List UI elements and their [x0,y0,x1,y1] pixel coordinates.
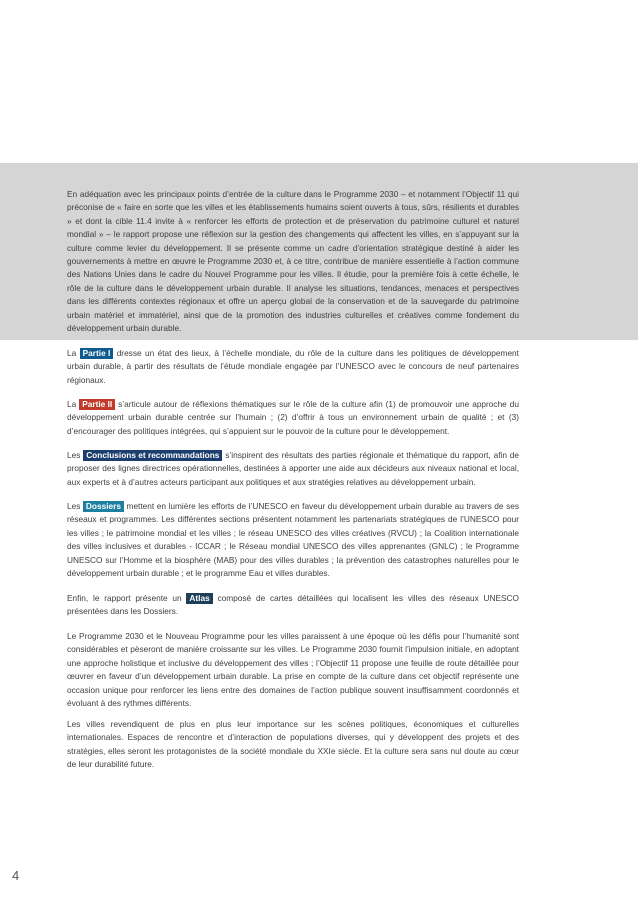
intro-paragraph: En adéquation avec les principaux points d’entrée de la culture dans le Programme 2030 – et notamment l’Objectif 11 qui préconise de « faire en sorte que les villes et les établissements humains soient ouverts à tous, sûrs, résilients et durables » et dont la cible 11.4 invite à « renforcer les efforts de protection et de préservation du patrimoine culturel et naturel mondial » – le rapport propose une réflexion sur la gestion des changements qui affectent les villes, en s’appuyant sur la culture comme levier du développement. Il se présente comme un cadre d’orientation stratégique destiné à aider les gouvernements à mettre en œuvre le Programme 2030 et, à ce titre, contribue de manière essentielle à l’action commune des Nations Unies dans le cadre du Nouvel Programme pour les villes. Il étudie, pour la première fois à cette échelle, le rôle de la culture dans le développement urbain durable. Il analyse les situations, tendances, menaces et perspectives dans les différents contextes régionaux et offre un aperçu global de la conservation et de la sauvegarde du patrimoine urbain matériel et immatériel, ainsi que de la promotion des industries culturelles et créatives comme fondement du développement urbain durable. [67,189,519,334]
paragraph-partie-1 [67,347,519,387]
atlas-tag: Atlas [186,593,212,604]
partie-2-tag: Partie II [79,399,115,410]
partie-1-text: dresse un état des lieux, à l’échelle mondiale, du rôle de la culture dans les politiques de développement urbain durable, à partir des résultats de l’étude mondiale engagée par l’UNESCO avec le concours de neuf partenaires régionaux. [67,348,519,385]
page-number: 4 [12,868,20,883]
paragraph-conclusions [67,449,519,489]
dossiers-prefix: Les [67,501,83,511]
paragraph-atlas [67,592,519,619]
partie-2-prefix: La [67,399,80,409]
atlas-prefix: Enfin, le rapport présente un [67,593,187,603]
partie-1-prefix: La [67,348,80,358]
atlas-text: composé de cartes détaillées qui localisent les villes des réseaux UNESCO présentées dans les Dossiers. [67,593,520,617]
dossiers-text: mettent en lumière les efforts de l’UNESCO en faveur du développement urbain durable au travers de ses réseaux et programmes. Les différentes sections présentent notamment les partenariats stratégiques de l’UNESCO pour les villes ; le patrimoine mondial et les villes ; le réseau UNESCO des villes créatives (RVCU) ; la Coalition internationale des villes inclusives et durables - ICCAR ; le Réseau mondial UNESCO des villes apprenantes (GNLC) ; le Programme UNESCO sur l’Homme et la biosphère (MAB) pour des villes durables ; la prévention des catastrophes naturelles pour le développement urbain durable ; et le programme Eau et villes durables. [67,501,519,579]
conclusions-text: s’inspirent des résultats des parties régionale et thématique du rapport, afin de proposer des lignes directrices opérationnelles, destinées à apporter une aide aux décideurs aux niveaux national et local, aux experts et à d’autres acteurs participant aux politiques et aux stratégies relatives au développement urbain. [67,450,519,487]
conclusions-tag: Conclusions et recommandations [83,450,222,461]
paragraph-partie-2 [67,398,519,438]
partie-1-tag: Partie I [80,348,114,359]
paragraph-villes: Les villes revendiquent de plus en plus leur importance sur les scènes politiques, économiques et culturelles internationales. Espaces de rencontre et d’interaction de populations diverses, qui y développent des projets et des stratégies, elles seront les protagonistes de la société mondiale du XXIe siècle. Et la culture sera sans nul doute au cœur de leur durabilité future. [67,719,519,770]
conclusions-prefix: Les [67,450,84,460]
paragraph-dossiers [67,500,519,580]
partie-2-text: s’articule autour de réflexions thématiques sur le rôle de la culture afin (1) de promouvoir une approche du développement urbain durable centrée sur l’humain ; (2) d’offrir à tous un environnement urbain de qualité ; et (3) d’encourager des politiques intégrées, qui s’appuient sur le pouvoir de la culture pour le développement. [67,399,519,436]
dossiers-tag: Dossiers [83,501,124,512]
paragraph-programme-2030: Le Programme 2030 et le Nouveau Programme pour les villes paraissent à une époque où les défis pour l’humanité sont considérables et pèseront de manière croissante sur les villes. Le Programme 2030 fournit l’impulsion initiale, en adoptant une approche holistique et inclusive du développement des villes ; l’Objectif 11 propose une feuille de route détaillée pour œuvrer en faveur d’un développement urbain durable. La prise en compte de la culture dans cet objectif représente une occasion unique pour renforcer les liens entre des domaines de l’action publique souvent insuffisamment coordonnés et évoluant à des rythmes différents. [67,631,519,709]
